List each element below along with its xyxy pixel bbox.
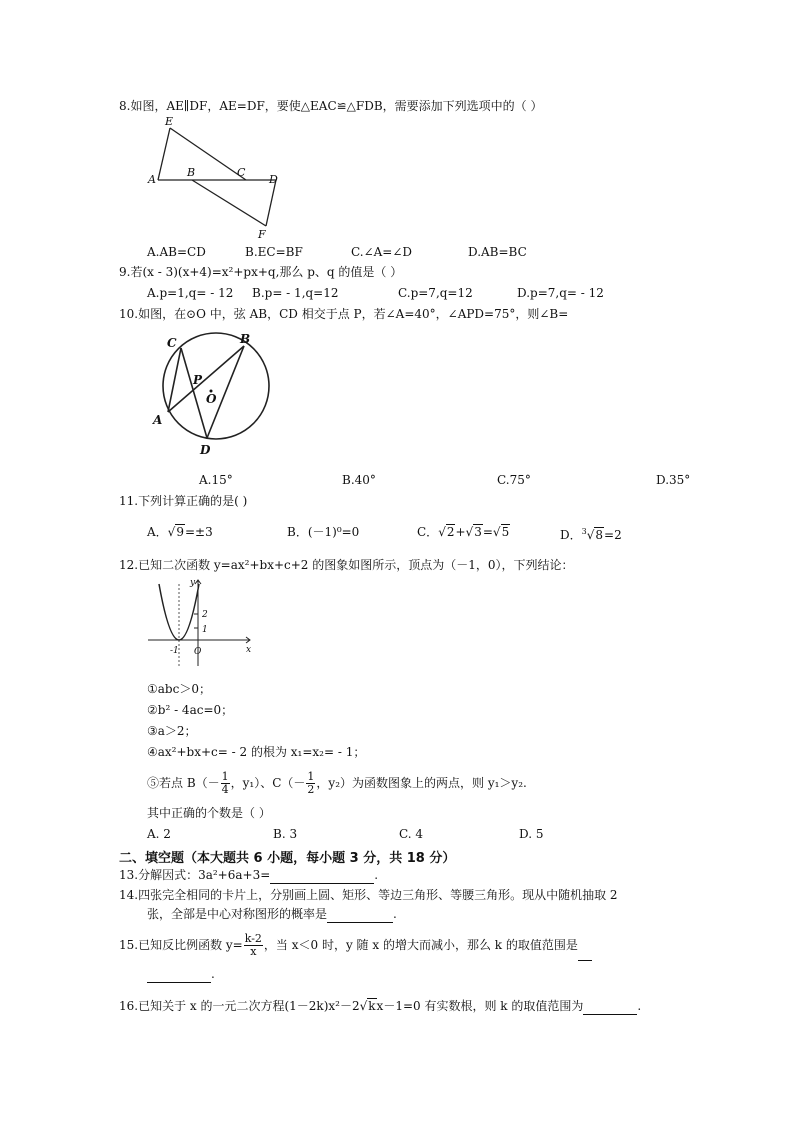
q8-figure [140,112,290,242]
fraction-denominator: 4 [221,783,229,796]
q11-c-radicand-3: 5 [501,525,510,539]
q13-stem: 13.分解因式：3a²+6a+3= [119,868,271,882]
q10-label-a: A [153,413,163,427]
q16-part-b: x－1=0 有实数根，则 k 的取值范围为 [376,999,584,1013]
answer-blank[interactable] [327,906,393,923]
q11-c-prefix: C． [417,525,439,539]
q9-option-a: A.p=1,q= - 12 [147,286,234,300]
q12-label-o: O [194,647,202,657]
fraction-numerator: 1 [307,770,315,783]
fraction [221,771,230,796]
q12-stem: 12.已知二次函数 y=ax²+bx+c+2 的图象如图所示，顶点为（－1，0），下列结论： [119,558,574,572]
q11-d-root-index: 3 [581,527,587,536]
q10-figure [145,328,285,463]
q8-label-c: C [237,166,246,179]
q8-label-e: E [165,115,174,128]
q10-label-p: P [193,373,203,387]
q8-label-d: D [269,173,278,186]
sqrt-sign: √ [359,999,368,1013]
q11-stem: 11.下列计算正确的是( ) [119,494,248,508]
q12-label-neg1: -1 [170,646,179,656]
q14-text: 张，全部是中心对称图形的概率是 [147,907,328,921]
q12-conclusion-5 [147,769,527,797]
fraction [306,771,315,796]
answer-blank[interactable] [583,998,637,1015]
q9-option-c: C.p=7,q=12 [398,286,473,300]
q12-c5-part-b: ，y₁）、C（－ [230,776,306,790]
q12-label-x: x [246,645,252,655]
q12-conclusion-3: ③a＞2； [147,724,197,738]
fraction-denominator: x [250,945,257,958]
fraction-denominator: 2 [307,783,315,796]
q11-a-prefix: A． [147,525,168,539]
q8-label-b: B [187,166,196,179]
q11-d-rest: =2 [604,528,622,542]
q11-option-b: B．(－1)⁰=0 [287,525,360,539]
sqrt-sign: √ [465,525,474,539]
q12-option-b: B. 3 [273,827,298,841]
q10-stem: 10.如图，在⊙O 中，弦 AB，CD 相交于点 P，若∠A=40°，∠APD=75°，则∠B= [119,307,569,321]
answer-blank[interactable] [270,867,374,884]
q11-option-c [417,524,510,540]
q11-option-d [560,524,622,543]
q16-radicand: k [368,999,376,1013]
q13-end: . [374,868,379,882]
q13 [119,867,378,884]
q16 [119,998,641,1015]
q12-conclusion-2: ②b² - 4ac=0； [147,703,234,717]
q8-label-a: A [148,173,156,186]
q12-option-a: A. 2 [147,827,171,841]
q8-option-d: D.AB=BC [468,245,527,259]
q16-part-a: 16.已知关于 x 的一元二次方程(1－2k)x²－2 [119,999,360,1013]
sqrt-sign: √ [438,525,446,539]
fraction [244,933,263,958]
answer-blank[interactable] [147,966,211,983]
q14-line-2 [147,906,397,923]
q12-conclusion-4: ④ax²+bx+c= - 2 的根为 x₁=x₂= - 1； [147,745,366,759]
q10-label-b: B [240,332,251,346]
q12-label-1: 1 [202,625,208,635]
q10-option-d: D.35° [656,473,691,487]
q12-option-c: C. 4 [399,827,424,841]
q11-c-radicand-1: 2 [446,525,455,539]
q11-a-radicand: 9 [176,525,184,539]
q14-end: . [393,907,397,921]
q9-option-d: D.p=7,q= - 12 [517,286,604,300]
q15-part-a: 15.已知反比例函数 y= [119,938,243,952]
q12-graph [146,576,256,668]
q8-stem: 8.如图，AE∥DF，AE=DF，要使△EAC≌△FDB，需要添加下列选项中的（ ） [119,99,543,113]
q9-stem: 9.若(x - 3)(x+4)=x²+px+q,那么 p、q 的值是（ ） [119,265,403,279]
sqrt-sign: √ [167,525,176,539]
fraction-numerator: k-2 [244,932,262,945]
q8-option-c: C.∠A=∠D [351,245,413,259]
q11-c-radicand-2: 3 [474,525,482,539]
q11-d-radicand: 8 [595,528,604,542]
q15-end: . [211,967,215,981]
fraction-numerator: 1 [221,770,229,783]
q11-a-rest: =±3 [184,525,213,539]
q11-d-prefix: D． [560,528,582,542]
q12-conclusion-1: ①abc＞0； [147,682,211,696]
q8-label-f: F [258,228,266,241]
q10-option-a: A.15° [199,473,233,487]
q8-option-a: A.AB=CD [147,245,206,259]
q10-option-c: C.75° [497,473,531,487]
q10-label-c: C [167,336,177,350]
q12-label-2: 2 [202,610,208,620]
q12-option-d: D. 5 [519,827,544,841]
q9-option-b: B.p= - 1,q=12 [252,286,339,300]
q12-label-y: y [190,578,196,588]
q15-line-2 [147,966,215,983]
sqrt-sign: √ [492,525,501,539]
q11-c-eq: = [482,525,493,539]
sqrt-sign: √ [586,528,595,542]
q10-option-b: B.40° [342,473,376,487]
q16-end: . [637,999,642,1013]
q10-label-d: D [200,443,211,457]
q14-line-1: 14.四张完全相同的卡片上，分别画上圆、矩形、等边三角形、等腰三角形。现从中随机抽取 2 [119,888,618,902]
q10-label-o: O [206,392,217,406]
q8-option-b: B.EC=BF [245,245,303,259]
answer-blank[interactable] [578,930,592,961]
q15-line-1 [119,930,592,961]
q11-c-plus: + [455,525,466,539]
section-heading: 二、填空题（本大题共 6 小题，每小题 3 分，共 18 分） [119,851,456,866]
q12-c5-part-a: ⑤若点 B（－ [147,776,220,790]
q11-option-a [147,524,213,540]
q15-part-b: ，当 x＜0 时，y 随 x 的增大而减小，那么 k 的取值范围是 [263,938,578,952]
q12-ask: 其中正确的个数是（ ） [147,806,271,820]
q12-c5-part-c: ，y₂）为函数图象上的两点，则 y₁＞y₂. [316,776,527,790]
